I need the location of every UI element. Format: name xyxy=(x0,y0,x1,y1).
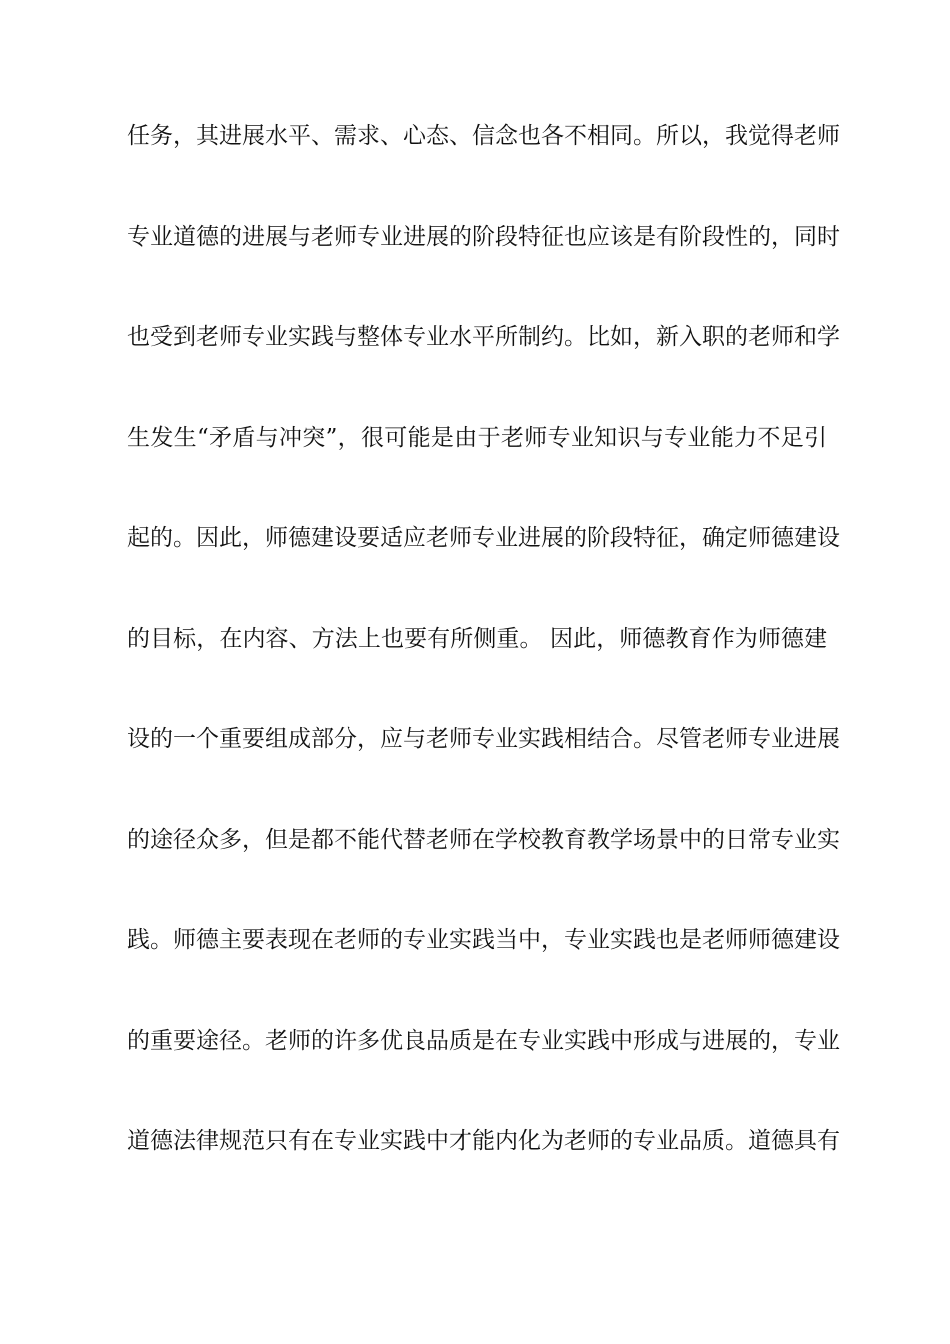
text-line-4: 生发生“矛盾与冲突”，很可能是由于老师专业知识与专业能力不足引 xyxy=(127,424,827,451)
text-line-1: 任务，其进展水平、需求、心态、信念也各不相同。所以，我觉得老师 xyxy=(127,123,840,149)
text-line-5: 起的。因此，师德建设要适应老师专业进展的阶段特征，确定师德建设 xyxy=(127,525,840,551)
text-line-6: 的目标，在内容、方法上也要有所侧重。 因此，师德教育作为师德建 xyxy=(127,625,827,652)
text-line-11: 道德法律规范只有在专业实践中才能内化为老师的专业品质。道德具有 xyxy=(127,1128,840,1154)
text-line-7: 设的一个重要组成部分，应与老师专业实践相结合。尽管老师专业进展 xyxy=(127,726,840,752)
text-line-10: 的重要途径。老师的许多优良品质是在专业实践中形成与进展的，专业 xyxy=(127,1027,840,1054)
body-text xyxy=(127,116,840,1222)
text-line-8: 的途径众多，但是都不能代替老师在学校教育教学场景中的日常专业实 xyxy=(127,826,840,853)
text-line-9: 践。师德主要表现在老师的专业实践当中，专业实践也是老师师德建设 xyxy=(127,927,840,953)
text-line-2: 专业道德的进展与老师专业进展的阶段特征也应该是有阶段性的，同时 xyxy=(127,223,840,250)
text-line-3: 也受到老师专业实践与整体专业水平所制约。比如，新入职的老师和学 xyxy=(127,324,840,350)
